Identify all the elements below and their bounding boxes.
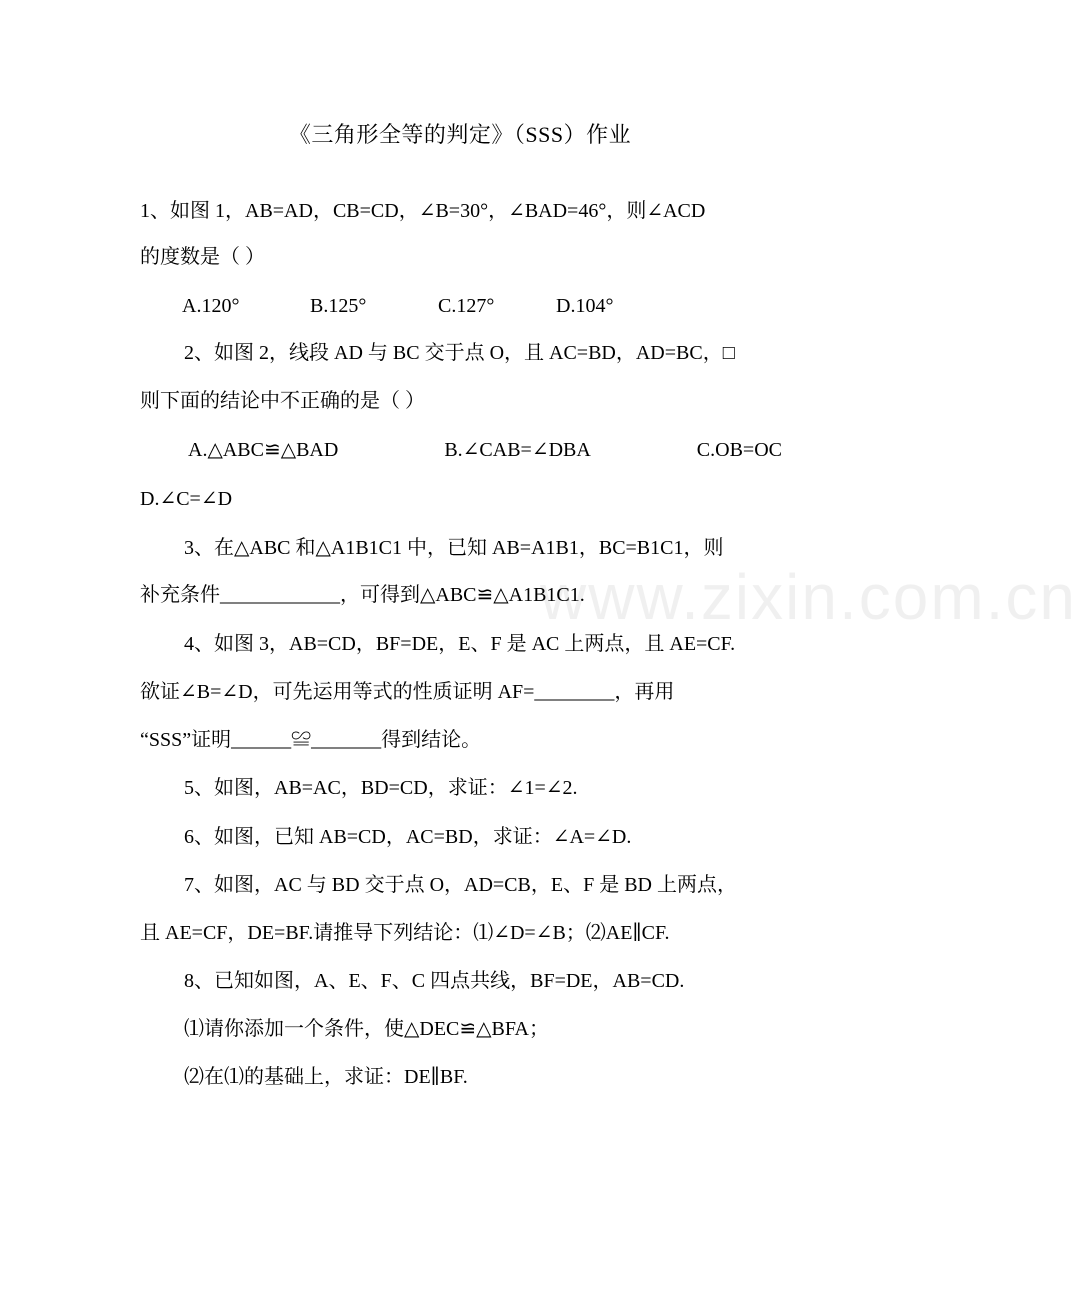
q8-line1: 8、已知如图，A、E、F、C 四点共线，BF=DE，AB=CD.	[184, 970, 685, 992]
q8-sub1: ⑴请你添加一个条件，使△DEC≌△BFA；	[184, 1018, 549, 1040]
q2-line1: 2、如图 2，线段 AD 与 BC 交于点 O，且 AC=BD，AD=BC，□	[184, 342, 735, 364]
q3-line1: 3、在△ABC 和△A1B1C1 中，已知 AB=A1B1，BC=B1C1，则	[184, 537, 724, 559]
q6-line: 6、如图，已知 AB=CD，AC=BD，求证：∠A=∠D.	[184, 826, 632, 848]
q1-option-d: D.104°	[556, 295, 614, 317]
q1-options	[182, 291, 780, 321]
q2-line2: 则下面的结论中不正确的是（ ）	[140, 390, 425, 412]
q1-option-c: C.127°	[438, 295, 495, 317]
q2-option-d: D.∠C=∠D	[140, 488, 233, 510]
page-title: 《三角形全等的判定》（SSS）作业	[288, 122, 632, 147]
q7-line1: 7、如图，AC 与 BD 交于点 O，AD=CB，E、F 是 BD 上两点，	[184, 874, 737, 896]
q1-option-b: B.125°	[310, 295, 367, 317]
q2-option-a: A.△ABC≌△BAD	[188, 439, 339, 461]
q1-line2: 的度数是（ ）	[140, 246, 265, 268]
q8-sub2: ⑵在⑴的基础上，求证：DE∥BF.	[184, 1066, 468, 1088]
q1-option-a: A.120°	[182, 295, 240, 317]
q2-option-b: B.∠CAB=∠DBA	[444, 439, 591, 461]
q2-option-c: C.OB=OC	[696, 439, 782, 461]
q1-line1: 1、如图 1，AB=AD，CB=CD，∠B=30°，∠BAD=46°，则∠ACD	[140, 200, 706, 222]
watermark: www.zixin.com.cn	[540, 561, 1077, 633]
q3-line2: 补充条件____________，可得到△ABC≌△A1B1C1.	[140, 584, 585, 606]
q5-line: 5、如图，AB=AC，BD=CD，求证：∠1=∠2.	[184, 777, 578, 799]
q7-line2: 且 AE=CF，DE=BF.请推导下列结论：⑴∠D=∠B；⑵AE∥CF.	[140, 922, 670, 944]
q4-line1: 4、如图 3，AB=CD，BF=DE，E、F 是 AC 上两点，且 AE=CF.	[184, 633, 736, 655]
q2-options	[188, 435, 782, 465]
q4-line2: 欲证∠B=∠D，可先运用等式的性质证明 AF=________，再用	[140, 681, 675, 703]
q4-line3: “SSS”证明______≌_______得到结论。	[140, 729, 482, 751]
